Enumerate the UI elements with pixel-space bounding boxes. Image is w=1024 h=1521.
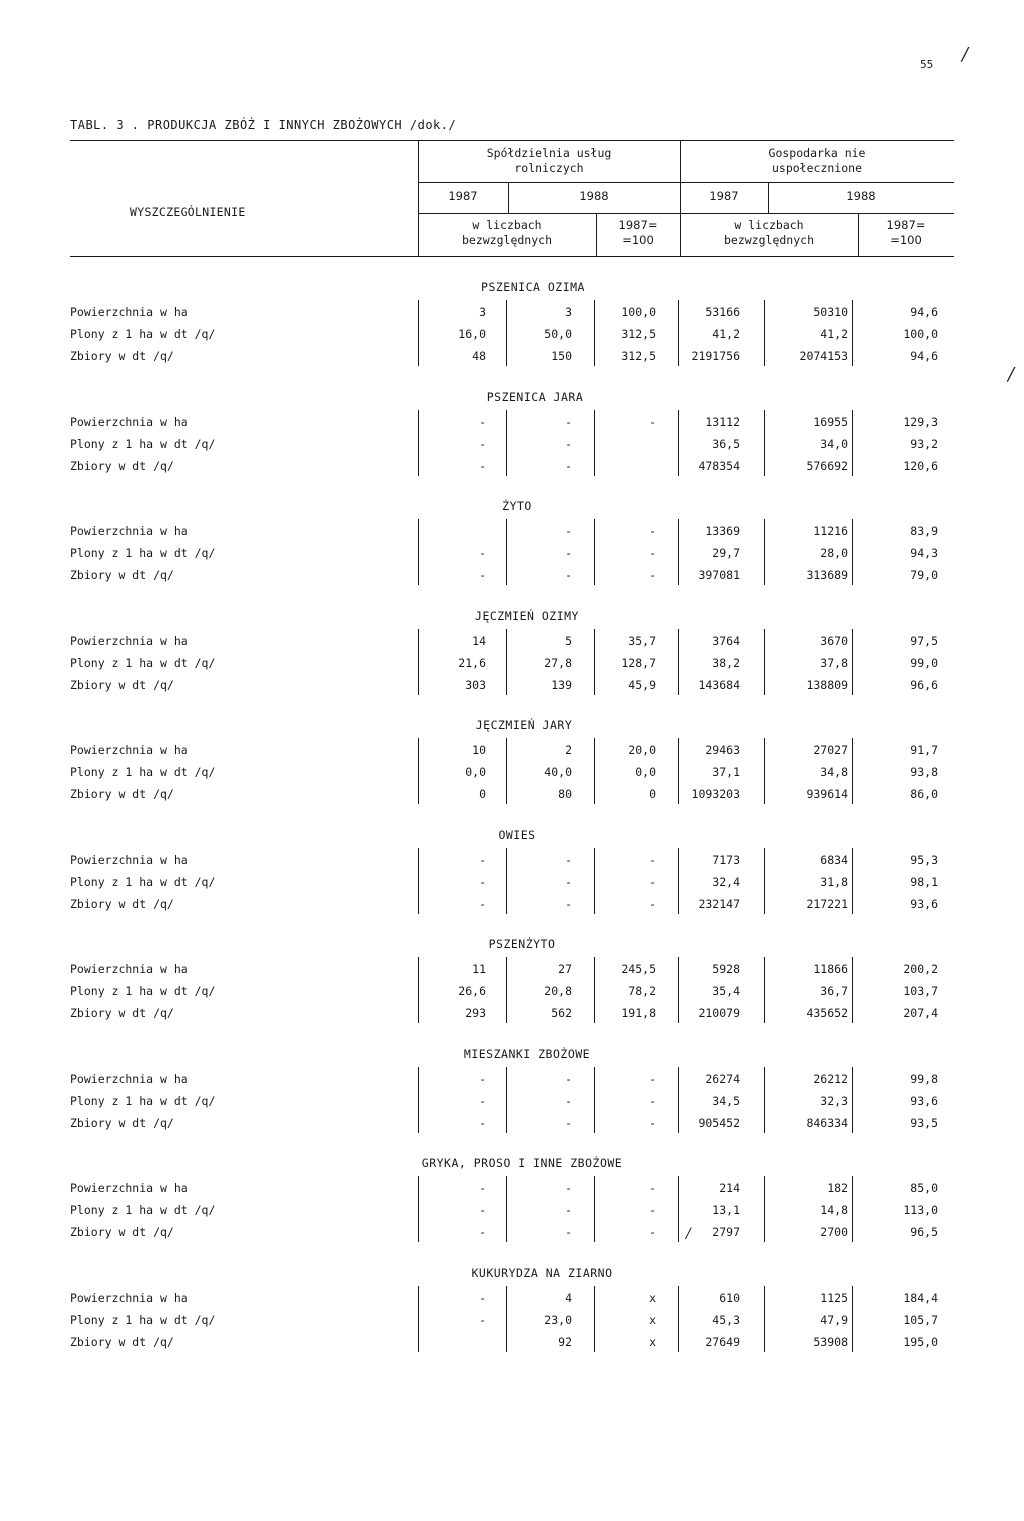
table-cell: - (479, 874, 486, 889)
row-label: Powierzchnia w ha (70, 743, 188, 757)
table-cell: 26,6 (458, 984, 486, 998)
table-cell: - (479, 568, 486, 582)
table-cell: 14 (472, 633, 486, 648)
table-cell: 3 (479, 305, 486, 319)
table-cell: - (479, 896, 486, 911)
table-cell: - (565, 524, 572, 538)
table-cell: 610 (719, 1290, 740, 1305)
column-divider (678, 300, 679, 366)
table-cell: 26212 (813, 1071, 848, 1086)
table-cell: 36,7 (820, 984, 848, 998)
table-cell: 397081 (698, 568, 740, 582)
row-label: Powierzchnia w ha (70, 524, 188, 538)
row-label: Zbiory w dt /q/ (70, 1115, 174, 1130)
table-cell: 97,5 (910, 633, 938, 648)
table-cell: 10 (472, 743, 486, 757)
table-cell: - (565, 874, 572, 889)
table-cell: 245,5 (621, 962, 656, 976)
table-cell: 29,7 (712, 546, 740, 560)
table-cell: 27649 (705, 1334, 740, 1349)
table-cell: x (649, 1334, 656, 1349)
table-cell: - (479, 436, 486, 451)
table-cell: 113,0 (903, 1203, 938, 1217)
column-divider (506, 519, 507, 585)
table-cell: 207,4 (903, 1006, 938, 1020)
column-divider (678, 410, 679, 476)
table-cell: 2074153 (799, 349, 848, 363)
table-cell: - (565, 1093, 572, 1108)
table-cell: 31,8 (820, 874, 848, 889)
table-cell: 45,3 (712, 1312, 740, 1327)
row-label: Plony z 1 ha w dt /q/ (70, 1093, 216, 1108)
year-rule (418, 213, 954, 214)
table-cell: 45,9 (628, 677, 656, 692)
table-cell: 20,8 (544, 984, 572, 998)
table-cell: 47,9 (820, 1312, 848, 1327)
column-divider (764, 1286, 765, 1352)
column-divider (852, 410, 853, 476)
table-cell: 4 (565, 1290, 572, 1305)
handwritten-mark: / (962, 44, 969, 65)
table-cell: 182 (827, 1181, 848, 1195)
section-title: PSZENŻYTO (488, 937, 556, 951)
table-cell: 1125 (820, 1290, 848, 1305)
table-cell: - (479, 1181, 486, 1195)
year-1988-b: 1988 (846, 189, 876, 203)
page-number: 55 (920, 58, 934, 71)
group2-header: Gospodarka nie uspołecznione (768, 146, 866, 175)
table-cell: 14,8 (820, 1203, 848, 1217)
column-divider (852, 1176, 853, 1242)
table-cell: 37,1 (712, 765, 740, 779)
table-cell: 93,2 (910, 436, 938, 451)
column-divider (678, 1176, 679, 1242)
table-cell: 37,8 (820, 655, 848, 670)
table-cell: 143684 (698, 677, 740, 692)
table-cell: 0,0 (635, 765, 656, 779)
table-cell: 78,2 (628, 984, 656, 998)
table-cell: - (565, 1071, 572, 1086)
column-divider (764, 957, 765, 1023)
table-cell: 200,2 (903, 962, 938, 976)
row-label: Powierzchnia w ha (70, 852, 188, 867)
column-divider (764, 1067, 765, 1133)
row-label: Zbiory w dt /q/ (70, 568, 174, 582)
column-divider (852, 738, 853, 804)
table-cell: 93,6 (910, 896, 938, 911)
column-divider (594, 519, 595, 585)
table-cell: 5 (565, 633, 572, 648)
column-divider (418, 957, 419, 1023)
table-cell: 846334 (806, 1115, 848, 1130)
column-divider (506, 738, 507, 804)
group1-header: Spółdzielnia usług rolniczych (486, 146, 612, 175)
column-divider (506, 1067, 507, 1133)
table-cell: 184,4 (903, 1290, 938, 1305)
table-cell: 21,6 (458, 655, 486, 670)
table-cell: 150 (551, 349, 572, 363)
row-label: Zbiory w dt /q/ (70, 787, 174, 801)
column-divider (506, 957, 507, 1023)
column-divider (506, 300, 507, 366)
table-cell: 0 (479, 787, 486, 801)
table-cell: 99,0 (910, 655, 938, 670)
row-label: Plony z 1 ha w dt /q/ (70, 1203, 216, 1217)
column-divider (506, 1286, 507, 1352)
table-cell: 939614 (806, 787, 848, 801)
table-cell: - (479, 1203, 486, 1217)
table-cell: - (649, 1225, 656, 1239)
table-cell: 13369 (705, 524, 740, 538)
column-divider (418, 738, 419, 804)
section-title: ŻYTO (502, 499, 532, 513)
column-divider (594, 738, 595, 804)
column-divider (678, 848, 679, 914)
table-cell: 94,6 (910, 305, 938, 319)
table-cell: 11866 (813, 962, 848, 976)
table-cell: 3670 (820, 633, 848, 648)
table-cell: 232147 (698, 896, 740, 911)
table-cell: 11 (472, 962, 486, 976)
year-1987-b: 1987 (709, 189, 739, 203)
column-divider (764, 848, 765, 914)
table-cell: - (479, 1093, 486, 1108)
table-cell: 32,3 (820, 1093, 848, 1108)
table-cell: 217221 (806, 896, 848, 911)
abs-header-1: w liczbach bezwzględnych (461, 218, 552, 247)
margin-mark: / (1008, 364, 1015, 385)
section-title: JĘCZMIEŃ OZIMY (475, 608, 579, 623)
table-cell: 83,9 (910, 524, 938, 538)
table-cell: 16,0 (458, 327, 486, 341)
table-cell: - (649, 1181, 656, 1195)
row-label: Plony z 1 ha w dt /q/ (70, 984, 216, 998)
column-divider (852, 1286, 853, 1352)
table-cell: 34,5 (712, 1093, 740, 1108)
column-divider (764, 410, 765, 476)
column-divider (594, 300, 595, 366)
table-cell: 32,4 (712, 874, 740, 889)
column-divider (678, 957, 679, 1023)
table-cell: - (649, 1071, 656, 1086)
section-title: PSZENICA OZIMA (481, 280, 585, 294)
table-cell: - (649, 896, 656, 911)
table-cell: 16955 (813, 414, 848, 429)
table-cell: - (565, 852, 572, 867)
column-divider (678, 629, 679, 695)
column-divider (594, 410, 595, 476)
table-cell: 79,0 (910, 568, 938, 582)
table-cell: - (649, 1093, 656, 1108)
column-divider (852, 519, 853, 585)
row-label: Zbiory w dt /q/ (70, 896, 174, 911)
table-cell: - (479, 414, 486, 429)
row-label: Plony z 1 ha w dt /q/ (70, 765, 216, 779)
column-divider (852, 300, 853, 366)
row-label: Powierzchnia w ha (70, 1290, 188, 1305)
table-cell: 13,1 (712, 1203, 740, 1217)
row-label: Zbiory w dt /q/ (70, 458, 174, 473)
table-cell: 191,8 (621, 1006, 656, 1020)
row-label: Zbiory w dt /q/ (70, 1006, 174, 1020)
row-label: Plony z 1 ha w dt /q/ (70, 1312, 216, 1327)
table-cell: 20,0 (628, 743, 656, 757)
table-cell: - (479, 1071, 486, 1086)
column-divider (418, 629, 419, 695)
table-cell: 50,0 (544, 327, 572, 341)
abs-header-2: w liczbach bezwzględnych (723, 218, 814, 247)
table-cell: 210079 (698, 1006, 740, 1020)
column-divider (678, 519, 679, 585)
table-cell: 2700 (820, 1225, 848, 1239)
table-cell: - (479, 1225, 486, 1239)
table-cell: 99,8 (910, 1071, 938, 1086)
table-cell: - (479, 1115, 486, 1130)
table-cell: 35,7 (628, 633, 656, 648)
table-cell: - (565, 546, 572, 560)
table-cell: 100,0 (621, 305, 656, 319)
table-cell: 478354 (698, 458, 740, 473)
table-cell: 195,0 (903, 1334, 938, 1349)
section-title: GRYKA, PROSO I INNE ZBOŻOWE (421, 1156, 623, 1170)
section-title: PSZENICA JARA (486, 389, 584, 404)
table-cell: 94,3 (910, 546, 938, 560)
column-divider (594, 848, 595, 914)
column-divider (594, 1176, 595, 1242)
row-label: Zbiory w dt /q/ (70, 349, 174, 363)
table-cell: 7173 (712, 852, 740, 867)
column-divider (506, 410, 507, 476)
table-cell: 11216 (813, 524, 848, 538)
section-title: MIESZANKI ZBOŻOWE (463, 1046, 591, 1061)
table-cell: 26274 (705, 1071, 740, 1086)
year-1987-a: 1987 (448, 189, 478, 203)
table-cell: 96,6 (910, 677, 938, 692)
stub-header: WYSZCZEGÓLNIENIE (130, 205, 246, 219)
group-rule (418, 182, 954, 183)
column-divider (418, 1286, 419, 1352)
row-label: Plony z 1 ha w dt /q/ (70, 327, 216, 341)
table-cell: - (479, 458, 486, 473)
row-label: Powierzchnia w ha (70, 633, 188, 648)
header-top-rule (70, 140, 954, 141)
table-cell: 50310 (813, 305, 848, 319)
row-label: Powierzchnia w ha (70, 1071, 188, 1086)
row-label: Plony z 1 ha w dt /q/ (70, 436, 216, 451)
table-cell: - (649, 524, 656, 538)
row-label: Zbiory w dt /q/ (70, 1225, 174, 1239)
table-cell: 138809 (806, 677, 848, 692)
table-cell: 3 (565, 305, 572, 319)
column-divider (852, 957, 853, 1023)
table-cell: 41,2 (820, 327, 848, 341)
table-cell: 86,0 (910, 787, 938, 801)
table-cell: - (649, 414, 656, 429)
table-cell: - (565, 1225, 572, 1239)
table-cell: - (479, 852, 486, 867)
row-label: Plony z 1 ha w dt /q/ (70, 546, 216, 560)
table-cell: 0,0 (465, 765, 486, 779)
column-divider (418, 300, 419, 366)
table-cell: 80 (558, 787, 572, 801)
table-cell: 28,0 (820, 546, 848, 560)
table-title: TABL. 3 . PRODUKCJA ZBÓŻ I INNYCH ZBOŻOWYCH /dok./ (70, 118, 457, 132)
column-divider (418, 410, 419, 476)
row-label: Powierzchnia w ha (70, 962, 188, 976)
idx-header-2: 1987= =100 (886, 218, 926, 247)
table-cell: - (479, 1312, 486, 1327)
table-cell: - (565, 568, 572, 582)
table-cell: 93,6 (910, 1093, 938, 1108)
table-cell: - (479, 1290, 486, 1305)
table-cell: 120,6 (903, 458, 938, 473)
table-cell: 92 (558, 1334, 572, 1349)
table-cell: - (649, 852, 656, 867)
table-cell: 5928 (712, 962, 740, 976)
table-cell: 36,5 (712, 436, 740, 451)
column-divider (506, 848, 507, 914)
table-cell: - (649, 546, 656, 560)
table-cell: 13112 (705, 414, 740, 429)
table-cell: 23,0 (544, 1312, 572, 1327)
column-divider (594, 1067, 595, 1133)
year-1988-a: 1988 (579, 189, 609, 203)
column-divider (506, 629, 507, 695)
table-cell: - (565, 1115, 572, 1130)
table-cell: 53908 (813, 1334, 848, 1349)
table-cell: 139 (551, 677, 572, 692)
table-cell: 48 (472, 349, 486, 363)
header-bottom-rule (70, 256, 954, 257)
table-cell: 91,7 (910, 743, 938, 757)
table-cell: - (649, 874, 656, 889)
table-cell: x (649, 1290, 656, 1305)
table-cell: - (565, 1181, 572, 1195)
table-cell: 41,2 (712, 327, 740, 341)
table-cell: 293 (465, 1006, 486, 1020)
column-divider (852, 848, 853, 914)
section-title: OWIES (498, 827, 536, 842)
row-label: Powierzchnia w ha (70, 1181, 188, 1195)
table-cell: 38,2 (712, 655, 740, 670)
table-cell: - (649, 568, 656, 582)
table-cell: 34,8 (820, 765, 848, 779)
column-divider (418, 1067, 419, 1133)
column-divider (418, 1176, 419, 1242)
row-label: Powierzchnia w ha (70, 414, 188, 429)
table-cell: 53166 (705, 305, 740, 319)
section-title: JĘCZMIEŃ JARY (475, 718, 573, 732)
column-divider (418, 519, 419, 585)
table-cell: 2797 (712, 1225, 740, 1239)
table-cell: 27 (558, 962, 572, 976)
table-cell: - (479, 546, 486, 560)
table-cell: - (565, 896, 572, 911)
column-divider (764, 519, 765, 585)
table-cell: 1093203 (691, 787, 740, 801)
table-cell: 98,1 (910, 874, 938, 889)
table-cell: 29463 (705, 743, 740, 757)
table-cell: 27,8 (544, 655, 572, 670)
column-divider (678, 1286, 679, 1352)
table-cell: x (649, 1312, 656, 1327)
stray-mark: / (686, 1226, 691, 1242)
section-title: KUKURYDZA NA ZIARNO (471, 1265, 613, 1280)
table-cell: 435652 (806, 1006, 848, 1020)
table-cell: 313689 (806, 568, 848, 582)
table-cell: 128,7 (621, 655, 656, 670)
column-divider (506, 1176, 507, 1242)
idx-header-1: 1987= =100 (618, 218, 658, 247)
table-cell: 6834 (820, 852, 848, 867)
table-cell: 0 (649, 787, 656, 801)
table-cell: 34,0 (820, 436, 848, 451)
row-label: Plony z 1 ha w dt /q/ (70, 655, 216, 670)
table-cell: 576692 (806, 458, 848, 473)
table-cell: 94,6 (910, 349, 938, 363)
table-cell: 905452 (698, 1115, 740, 1130)
column-divider (594, 629, 595, 695)
table-cell: 312,5 (621, 349, 656, 363)
column-divider (764, 738, 765, 804)
column-divider (594, 1286, 595, 1352)
table-cell: 562 (551, 1006, 572, 1020)
table-cell: - (565, 436, 572, 451)
table-cell: 27027 (813, 743, 848, 757)
column-divider (594, 957, 595, 1023)
table-cell: 85,0 (910, 1181, 938, 1195)
table-cell: 2191756 (691, 349, 740, 363)
table-cell: - (649, 1203, 656, 1217)
table-cell: 95,3 (910, 852, 938, 867)
table-cell: 303 (465, 677, 486, 692)
row-label: Zbiory w dt /q/ (70, 1334, 174, 1349)
table-cell: 96,5 (910, 1225, 938, 1239)
table-cell: - (649, 1115, 656, 1130)
table-cell: 129,3 (903, 414, 938, 429)
table-cell: 93,8 (910, 765, 938, 779)
table-cell: 2 (565, 743, 572, 757)
table-cell: 103,7 (903, 984, 938, 998)
row-label: Plony z 1 ha w dt /q/ (70, 874, 216, 889)
row-label: Zbiory w dt /q/ (70, 677, 174, 692)
column-divider (418, 848, 419, 914)
table-cell: 3764 (712, 633, 740, 648)
table-cell: 214 (719, 1181, 740, 1195)
column-divider (764, 300, 765, 366)
row-label: Powierzchnia w ha (70, 305, 188, 319)
table-cell: 100,0 (903, 327, 938, 341)
table-cell: 312,5 (621, 327, 656, 341)
table-cell: - (565, 458, 572, 473)
table-cell: - (565, 1203, 572, 1217)
table-cell: 40,0 (544, 765, 572, 779)
column-divider (678, 738, 679, 804)
table-cell: 93,5 (910, 1115, 938, 1130)
column-divider (764, 1176, 765, 1242)
column-divider (852, 629, 853, 695)
column-divider (764, 629, 765, 695)
table-cell: - (565, 414, 572, 429)
table-cell: 35,4 (712, 984, 740, 998)
column-divider (852, 1067, 853, 1133)
column-divider (678, 1067, 679, 1133)
table-cell: 105,7 (903, 1312, 938, 1327)
